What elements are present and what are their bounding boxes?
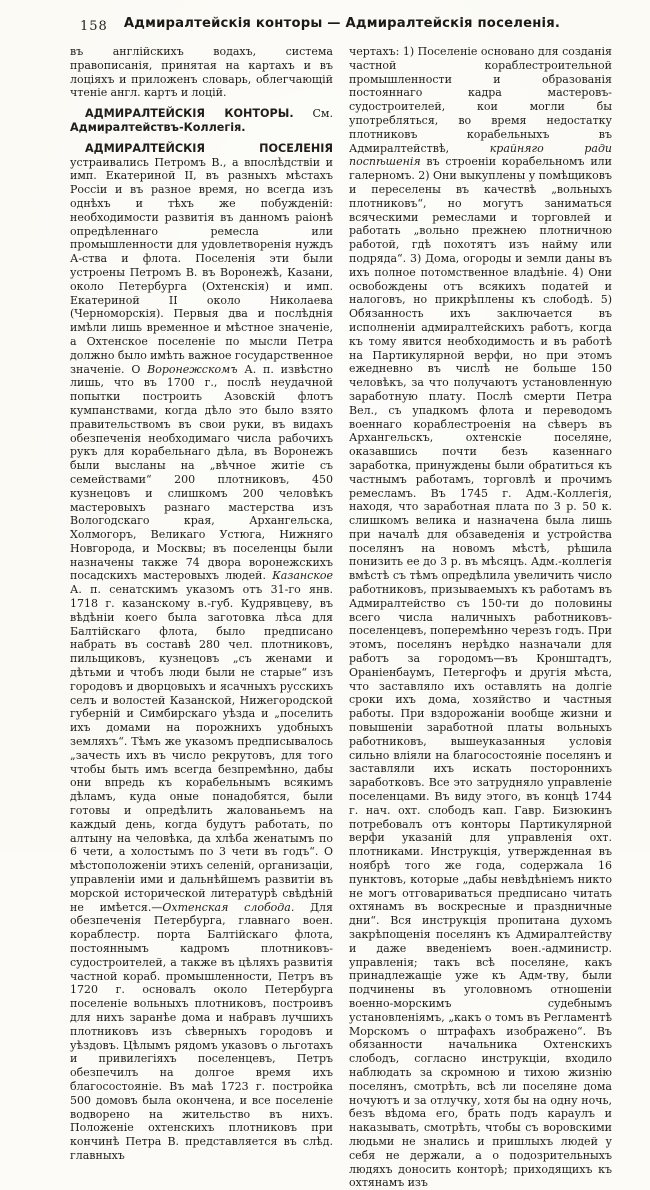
italic-quote-phrase: крайняго ради поспѣшенія — [349, 141, 613, 169]
cross-reference: Адмиралтействъ-Коллегія. — [70, 120, 246, 134]
body-text: устраивались Петромъ В., а впослѣдствіи и имп. Екатериной II, въ разныхъ мѣстахъ Россіи и въ разное время, но всегда изъ однѣхъ и тѣхъ же побужденій: необходимости развитія въ данномъ раіонѣ опредѣленнаго ремесла или промышленности для удовлетворенія нуждъ А-ства и флота. Поселенія эти были устроены Петромъ В. въ Воронежѣ, Казани, около Петербурга (Охтенскія) и имп. Екатериной II около Николаева (Черноморскія). Первыя два и послѣднія имѣли лишь временное и мѣстное значеніе, а Охтенское поселеніе по мысли Петра должно было имѣть важное государственное значеніе. О — [70, 155, 333, 376]
body-text: Для обезпеченія Петербурга, главнаго воен. кораблестр. порта Балтійскаго флота, постояннымъ кадромъ плотниковъ-судостроителей, а также въ цѣляхъ развитія частной кораб. промышленности, Петръ въ 1720 г. основалъ около Петербурга поселеніе вольныхъ плотниковъ, построивъ для нихъ заранѣе дома и набравъ лучшихъ плотниковъ изъ сѣверныхъ городовъ и уѣздовъ. Цѣлымъ рядомъ указовъ о льготахъ и привилегіяхъ поселенцевъ, Петръ обезпечилъ на долгое время ихъ благосостояніе. Въ маѣ 1723 г. постройка 500 домовъ была окончена, и все поселеніе водворено на жительство въ нихъ. Положеніе охтенскихъ плотниковъ при кончинѣ Петра В. представляется въ слѣд. главныхъ — [70, 900, 333, 1162]
entry-headword: АДМИРАЛТЕЙСКІЯ ПОСЕЛЕНІЯ — [85, 141, 333, 155]
entry-admiralty-offices — [70, 107, 333, 135]
running-title: Адмиралтейскія конторы — Адмиралтейскія поселенія. — [123, 16, 561, 31]
italic-term-okhta-sloboda: Охтенская слобода. — [162, 900, 295, 914]
entry-admiralty-settlements — [70, 142, 333, 1163]
body-text: А. п. извѣстно лишь, что въ 1700 г., послѣ неудачной попытки построить Азовскій флотъ кумпанствами, когда дѣло это было взято правительствомъ въ свои руки, въ видахъ обезпеченія необходимаго числа рабочихъ рукъ для корабельнаго дѣла, въ Воронежъ были высланы на „вѣчное житіе съ семействами“ 200 плотниковъ, 450 кузнецовъ и слишкомъ 200 человѣкъ мастеровыхъ разнаго мастерства изъ Вологодскаго края, Архангельска, Холмогоръ, Великаго Устюга, Нижняго Новгорода, и Москвы; въ поселенцы были назначены также 74 двора воронежскихъ посадскихъ мастеровыхъ людей. — [70, 362, 334, 583]
column-right — [349, 45, 612, 1190]
body-text: въ строеніи корабельномъ или галерномъ. 2) Они выкуплены у помѣщиковъ и переселены въ качествѣ „вольныхъ плотниковъ“, но могутъ заниматься всяческими ремеслами и торговлей и работать „вольно прежнею плотничною работой, гдѣ похотятъ изъ найму или подряда“. 3) Дома, огороды и земли даны въ ихъ полное потомственное владѣніе. 4) Они освобождены отъ всякихъ податей и налоговъ, но прикрѣплены къ слободѣ. 5) Обязанность ихъ заключается въ исполненіи адмиралтейскихъ работъ, когда къ тому явится необходимость и въ работѣ на Партикулярной верфи, но при этомъ ежедневно въ числѣ не больше 150 человѣкъ, за что получаютъ установленную заработную плату. Послѣ смерти Петра Вел., съ упадкомъ флота и переводомъ военнаго кораблестроенія на сѣверъ въ Архангельскъ, охтенскіе поселяне, оказавшись почти безъ казеннаго заработка, принуждены были обратиться къ частнымъ работамъ, торговлѣ и прочимъ ремесламъ. Въ 1745 г. Адм.-Коллегія, находя, что заработная плата по 3 р. 50 к. слишкомъ велика и назначена была лишь при началѣ для обзаведенія и устройства поселянъ на новомъ мѣстѣ, рѣшила понизить ее до 3 р. въ мѣсяцъ. Адм.-коллегія вмѣстѣ съ тѣмъ опредѣлила увеличить число работниковъ, призываемыхъ къ работамъ въ Адмиралтейство съ 150-ти до половины всего числа наличныхъ работниковъ-поселенцевъ, поперемѣнно черезъ годъ. При этомъ, поселянъ нерѣдко назначали для работъ за городомъ—въ Кронштадтъ, Ораніенбаумъ, Петергофъ и другія мѣста, что заставляло ихъ оставлять на долгіе сроки ихъ дома, хозяйство и частныя работы. При вздорожаніи вообще жизни и повышеніи заработной платы вольныхъ работниковъ, вышеуказанныя условія сильно вліяли на благосостояніе поселянъ и заставляли ихъ искать постороннихъ заработковъ. Все это затрудняло управленіе поселенцами. Въ виду этого, въ концѣ 1744 г. нач. охт. слободъ кап. Гавр. Бизюкинъ потребовалъ отъ конторы Партикулярной верфи указаній для управленія охт. плотниками. Инструкція, утвержденная въ ноябрѣ того же года, содержала 16 пунктовъ, которые „дабы невѣдѣніемъ никто не могъ отговариваться предписано читать охтянамъ въ воскресные и праздничные дни“. Вся инструкція пропитана духомъ закрѣпощенія поселянъ къ Адмиралтейству и даже введеніемъ воен.-администр. управленія; такъ всѣ поселяне, какъ принадлежащіе уже къ Адм-тву, были подчинены въ уголовномъ отношеніи военно-морскимъ судебнымъ установленіямъ, „какъ о томъ въ Регламентѣ Морскомъ о штрафахъ изображено“. Въ обязанности начальника Охтенскихъ слободъ, согласно инструкціи, входило наблюдать за скромною и тихою жизнію поселянъ, смотрѣть, всѣ ли поселяне дома ночуютъ и за отлучку, хотя бы на одну ночь, безъ вѣдома его, брать подъ караулъ и наказывать, смотрѣть, чтобы съ воровскими людьми не знались и пришлыхъ людей у себя не держали, а о подозрительныхъ людяхъ доносить конторѣ; приходящихъ къ охтянамъ изъ — [349, 155, 612, 1190]
italic-term-voronezh: Воронежскомъ — [147, 362, 238, 376]
text-columns — [70, 45, 612, 1190]
page-header — [70, 16, 614, 42]
body-text: А. п. сенатскимъ указомъ отъ 31-го янв. 1718 г. казанскому в.-губ. Кудрявцеву, въ вѣдѣніи коего была заготовка лѣса для Балтійскаго флота, было предписано набрать въ составѣ 280 чел. плотниковъ, пильщиковъ, кузнецовъ „съ женами и дѣтьми и чтобъ люди были не старые“ изъ городовъ и дворцовыхъ и ясачныхъ русскихъ селъ и волостей Казанской, Нижегородской губерній и Симбирскаго уѣзда и „поселить ихъ домами на порожнихъ удобныхъ земляхъ“. Тѣмъ же указомъ предписывалось „зачесть ихъ въ число рекрутовъ, для того чтобы быть имъ всегда безпремѣнно, дабы они впредь къ корабельнымъ всякимъ дѣламъ, куда оные понадобятся, были готовы и опредѣлить жалованьемъ на каждый день, когда будутъ работать, по алтыну на человѣка, да хлѣба женатымъ по 6 чети, а холостымъ по 3 чети въ годъ“. О мѣстоположеніи этихъ селеній, организаціи, управленіи ими и дальнѣйшемъ развитіи въ морской исторической литературѣ свѣдѣній не имѣется.— — [70, 583, 333, 914]
paragraph-continuation-entry — [349, 45, 612, 1190]
italic-term-kazan: Казанское — [272, 569, 333, 583]
column-left — [70, 45, 333, 1190]
entry-headword: АДМИРАЛТЕЙСКІЯ КОНТОРЫ. — [85, 107, 294, 121]
paragraph-continuation-prev-page: въ англійскихъ водахъ, система правописанія, принятая на картахъ и въ лоціяхъ и приложенъ словарь, облегчающій чтеніе англ. картъ и лоцій. — [70, 45, 333, 100]
see-abbreviation: См. — [293, 107, 333, 121]
page-number: 158 — [80, 19, 108, 34]
body-text: чертахъ: 1) Поселеніе основано для созданія частной кораблестроительной промышленности и образованія постояннаго кадра мастеровъ-судостроителей, кои могли бы употребляться, во время недостатку плотниковъ корабельныхъ въ Адмиралтействѣ, — [349, 45, 612, 155]
